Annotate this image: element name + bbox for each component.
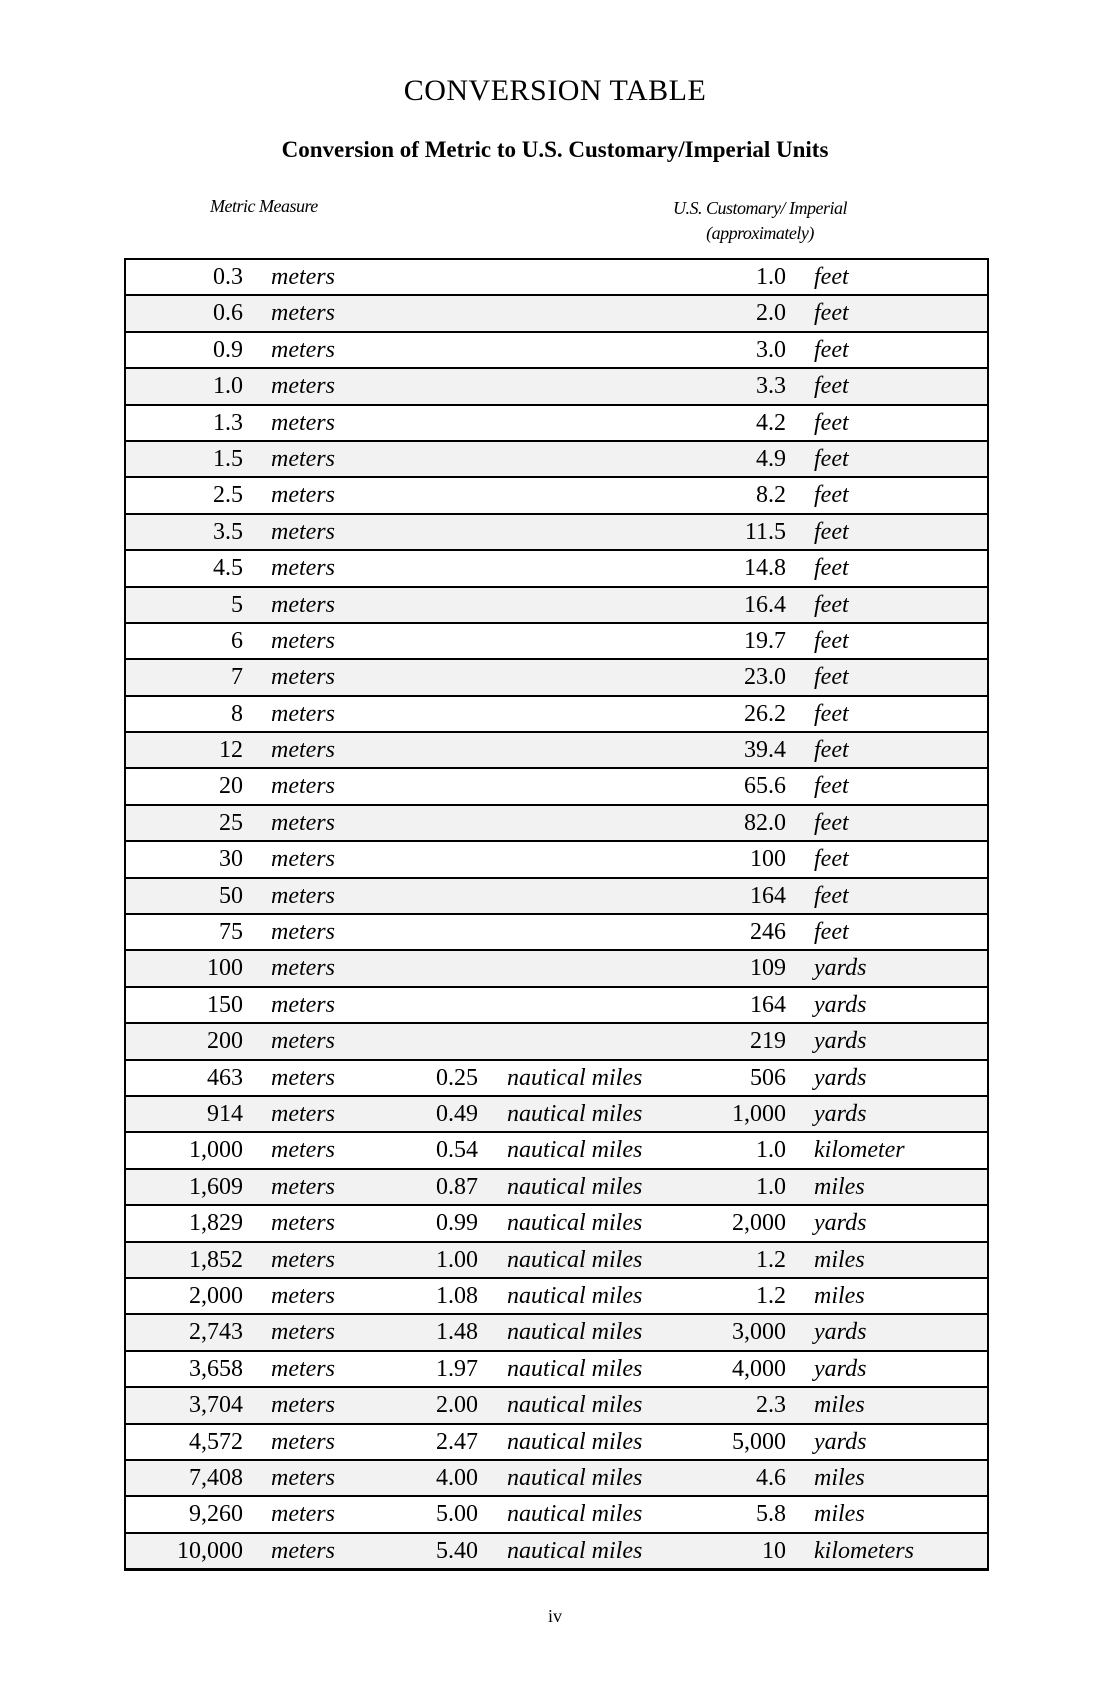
- us-unit: feet: [814, 919, 849, 946]
- us-unit: miles: [814, 1501, 865, 1528]
- us-value: 5.8: [756, 1501, 786, 1528]
- table-row: [126, 1277, 987, 1313]
- metric-value: 50: [219, 882, 243, 909]
- us-value: 3.3: [756, 373, 786, 400]
- table-row: [126, 549, 987, 585]
- nautical-value: 4.00: [436, 1464, 478, 1491]
- metric-value: 75: [219, 919, 243, 946]
- table-row: [126, 1350, 987, 1386]
- us-unit: feet: [814, 555, 849, 582]
- table-row: [126, 586, 987, 622]
- table-row: [126, 1168, 987, 1204]
- metric-value: 25: [219, 809, 243, 836]
- metric-unit: meters: [271, 809, 335, 836]
- us-value: 5,000: [732, 1428, 786, 1455]
- nautical-unit: nautical miles: [507, 1355, 643, 1382]
- us-value: 1.0: [756, 1173, 786, 1200]
- us-value: 82.0: [744, 809, 786, 836]
- us-value: 14.8: [744, 555, 786, 582]
- metric-value: 4.5: [213, 555, 243, 582]
- metric-unit: meters: [271, 1173, 335, 1200]
- us-unit: yards: [814, 1210, 867, 1237]
- metric-value: 4,572: [189, 1428, 243, 1455]
- table-row: [126, 731, 987, 767]
- us-value: 11.5: [744, 518, 786, 545]
- us-column-header-line1: U.S. Customary/ Imperial: [673, 198, 847, 218]
- us-unit: feet: [814, 664, 849, 691]
- us-value: 3.0: [756, 336, 786, 363]
- nautical-unit: nautical miles: [507, 1282, 643, 1309]
- nautical-unit: nautical miles: [507, 1392, 643, 1419]
- metric-value: 1,000: [189, 1137, 243, 1164]
- nautical-unit: nautical miles: [507, 1319, 643, 1346]
- metric-unit: meters: [271, 373, 335, 400]
- metric-unit: meters: [271, 1355, 335, 1382]
- metric-unit: meters: [271, 664, 335, 691]
- us-value: 1.2: [756, 1246, 786, 1273]
- page-title: CONVERSION TABLE: [403, 74, 707, 107]
- table-row: [126, 1204, 987, 1240]
- us-unit: yards: [814, 1319, 867, 1346]
- table-row: [126, 877, 987, 913]
- us-value: 2.3: [756, 1392, 786, 1419]
- table-row: [126, 804, 987, 840]
- metric-unit: meters: [271, 1246, 335, 1273]
- us-unit: feet: [814, 482, 849, 509]
- metric-value: 20: [219, 773, 243, 800]
- nautical-value: 0.87: [436, 1173, 478, 1200]
- us-unit: kilometer: [814, 1137, 905, 1164]
- us-unit: yards: [814, 1355, 867, 1382]
- metric-value: 6: [231, 627, 243, 654]
- table-row: [126, 949, 987, 985]
- nautical-unit: nautical miles: [507, 1428, 643, 1455]
- metric-value: 2.5: [213, 482, 243, 509]
- metric-value: 12: [219, 737, 243, 764]
- us-unit: feet: [814, 737, 849, 764]
- us-unit: feet: [814, 445, 849, 472]
- us-unit: feet: [814, 773, 849, 800]
- us-unit: feet: [814, 591, 849, 618]
- us-value: 2,000: [732, 1210, 786, 1237]
- nautical-unit: nautical miles: [507, 1537, 643, 1564]
- table-row: [126, 1532, 987, 1568]
- us-unit: feet: [814, 336, 849, 363]
- us-unit: miles: [814, 1282, 865, 1309]
- table-row: [126, 658, 987, 694]
- nautical-value: 2.00: [436, 1392, 478, 1419]
- metric-value: 7: [231, 664, 243, 691]
- us-value: 1.0: [756, 1137, 786, 1164]
- metric-unit: meters: [271, 700, 335, 727]
- us-value: 100: [750, 846, 786, 873]
- metric-unit: meters: [271, 1028, 335, 1055]
- metric-unit: meters: [271, 1319, 335, 1346]
- nautical-unit: nautical miles: [507, 1464, 643, 1491]
- us-value: 10: [762, 1537, 786, 1564]
- us-unit: miles: [814, 1246, 865, 1273]
- nautical-value: 0.25: [436, 1064, 478, 1091]
- metric-unit: meters: [271, 409, 335, 436]
- nautical-value: 0.49: [436, 1100, 478, 1127]
- table-row: [126, 440, 987, 476]
- table-row: [126, 986, 987, 1022]
- us-value: 506: [750, 1064, 786, 1091]
- metric-value: 0.3: [213, 264, 243, 290]
- us-value: 109: [750, 955, 786, 982]
- metric-unit: meters: [271, 1428, 335, 1455]
- us-unit: miles: [814, 1392, 865, 1419]
- us-value: 1.0: [756, 264, 786, 290]
- us-value: 26.2: [744, 700, 786, 727]
- us-value: 4.6: [756, 1464, 786, 1491]
- table-row: [126, 1386, 987, 1422]
- table-row: [126, 767, 987, 803]
- metric-unit: meters: [271, 1210, 335, 1237]
- nautical-value: 2.47: [436, 1428, 478, 1455]
- table-row: [126, 1459, 987, 1495]
- nautical-unit: nautical miles: [507, 1501, 643, 1528]
- nautical-value: 1.48: [436, 1319, 478, 1346]
- us-value: 39.4: [744, 737, 786, 764]
- table-row: [126, 840, 987, 876]
- us-unit: feet: [814, 373, 849, 400]
- table-row: [126, 1241, 987, 1277]
- us-unit: yards: [814, 991, 867, 1018]
- table-row: [126, 913, 987, 949]
- metric-unit: meters: [271, 1100, 335, 1127]
- us-unit: yards: [814, 1100, 867, 1127]
- us-value: 1.2: [756, 1282, 786, 1309]
- table-row: [126, 1022, 987, 1058]
- table-row: [126, 1495, 987, 1531]
- metric-value: 30: [219, 846, 243, 873]
- metric-unit: meters: [271, 591, 335, 618]
- metric-unit: meters: [271, 846, 335, 873]
- metric-unit: meters: [271, 1392, 335, 1419]
- metric-unit: meters: [271, 518, 335, 545]
- metric-unit: meters: [271, 627, 335, 654]
- metric-unit: meters: [271, 1064, 335, 1091]
- nautical-unit: nautical miles: [507, 1100, 643, 1127]
- table-row: [126, 260, 987, 294]
- table-row: [126, 404, 987, 440]
- table-row: [126, 695, 987, 731]
- metric-value: 0.6: [213, 300, 243, 327]
- metric-unit: meters: [271, 773, 335, 800]
- metric-value: 1,829: [189, 1210, 243, 1237]
- metric-unit: meters: [271, 445, 335, 472]
- metric-value: 3,658: [189, 1355, 243, 1382]
- table-row: [126, 367, 987, 403]
- metric-value: 3,704: [189, 1392, 243, 1419]
- us-unit: feet: [814, 700, 849, 727]
- table-row: [126, 1059, 987, 1095]
- us-value: 164: [750, 991, 786, 1018]
- us-value: 4.2: [756, 409, 786, 436]
- us-unit: kilometers: [814, 1537, 914, 1564]
- metric-unit: meters: [271, 919, 335, 946]
- nautical-unit: nautical miles: [507, 1210, 643, 1237]
- metric-unit: meters: [271, 300, 335, 327]
- metric-unit: meters: [271, 1537, 335, 1564]
- table-row: [126, 1313, 987, 1349]
- metric-unit: meters: [271, 264, 335, 290]
- nautical-unit: nautical miles: [507, 1173, 643, 1200]
- us-value: 4,000: [732, 1355, 786, 1382]
- page-subtitle: Conversion of Metric to U.S. Customary/Imperial Units: [281, 137, 829, 162]
- table-row: [126, 513, 987, 549]
- metric-unit: meters: [271, 1282, 335, 1309]
- us-value: 2.0: [756, 300, 786, 327]
- nautical-value: 5.00: [436, 1501, 478, 1528]
- metric-unit: meters: [271, 482, 335, 509]
- us-value: 4.9: [756, 445, 786, 472]
- us-unit: feet: [814, 882, 849, 909]
- metric-column-header: Metric Measure: [210, 196, 318, 216]
- metric-value: 914: [207, 1100, 243, 1127]
- metric-value: 7,408: [189, 1464, 243, 1491]
- metric-value: 1,609: [189, 1173, 243, 1200]
- nautical-value: 1.00: [436, 1246, 478, 1273]
- us-unit: miles: [814, 1464, 865, 1491]
- metric-unit: meters: [271, 1464, 335, 1491]
- page-number: iv: [547, 1606, 562, 1626]
- us-unit: feet: [814, 846, 849, 873]
- us-value: 164: [750, 882, 786, 909]
- table-row: [126, 1095, 987, 1131]
- table-row: [126, 294, 987, 330]
- conversion-table: [124, 258, 989, 1571]
- us-value: 16.4: [744, 591, 786, 618]
- metric-value: 100: [207, 955, 243, 982]
- us-unit: yards: [814, 955, 867, 982]
- us-unit: feet: [814, 300, 849, 327]
- metric-value: 5: [231, 591, 243, 618]
- metric-unit: meters: [271, 336, 335, 363]
- nautical-value: 1.97: [436, 1355, 478, 1382]
- metric-unit: meters: [271, 1137, 335, 1164]
- us-column-header: [620, 196, 900, 246]
- us-unit: feet: [814, 809, 849, 836]
- table-row: [126, 1131, 987, 1167]
- metric-unit: meters: [271, 1501, 335, 1528]
- us-unit: feet: [814, 409, 849, 436]
- table-row: [126, 622, 987, 658]
- metric-value: 8: [231, 700, 243, 727]
- us-unit: yards: [814, 1028, 867, 1055]
- metric-value: 0.9: [213, 336, 243, 363]
- metric-unit: meters: [271, 555, 335, 582]
- table-row: [126, 476, 987, 512]
- us-value: 246: [750, 919, 786, 946]
- nautical-unit: nautical miles: [507, 1246, 643, 1273]
- us-value: 219: [750, 1028, 786, 1055]
- us-unit: yards: [814, 1428, 867, 1455]
- metric-value: 1,852: [189, 1246, 243, 1273]
- us-value: 23.0: [744, 664, 786, 691]
- metric-value: 200: [207, 1028, 243, 1055]
- metric-value: 2,000: [189, 1282, 243, 1309]
- us-value: 65.6: [744, 773, 786, 800]
- metric-value: 2,743: [189, 1319, 243, 1346]
- metric-value: 1.0: [213, 373, 243, 400]
- us-unit: feet: [814, 627, 849, 654]
- metric-unit: meters: [271, 737, 335, 764]
- us-value: 19.7: [744, 627, 786, 654]
- nautical-value: 0.54: [436, 1137, 478, 1164]
- us-unit: feet: [814, 264, 849, 290]
- metric-value: 1.3: [213, 409, 243, 436]
- table-row: [126, 1423, 987, 1459]
- metric-value: 3.5: [213, 518, 243, 545]
- us-value: 8.2: [756, 482, 786, 509]
- table-row: [126, 331, 987, 367]
- metric-value: 150: [207, 991, 243, 1018]
- nautical-value: 0.99: [436, 1210, 478, 1237]
- metric-value: 1.5: [213, 445, 243, 472]
- nautical-unit: nautical miles: [507, 1137, 643, 1164]
- us-column-header-line2: (approximately): [706, 223, 814, 243]
- us-value: 3,000: [732, 1319, 786, 1346]
- metric-value: 10,000: [177, 1537, 243, 1564]
- metric-value: 9,260: [189, 1501, 243, 1528]
- us-value: 1,000: [732, 1100, 786, 1127]
- metric-unit: meters: [271, 955, 335, 982]
- us-unit: feet: [814, 518, 849, 545]
- nautical-value: 5.40: [436, 1537, 478, 1564]
- metric-unit: meters: [271, 991, 335, 1018]
- us-unit: miles: [814, 1173, 865, 1200]
- us-unit: yards: [814, 1064, 867, 1091]
- metric-value: 463: [207, 1064, 243, 1091]
- nautical-value: 1.08: [436, 1282, 478, 1309]
- nautical-unit: nautical miles: [507, 1064, 643, 1091]
- metric-unit: meters: [271, 882, 335, 909]
